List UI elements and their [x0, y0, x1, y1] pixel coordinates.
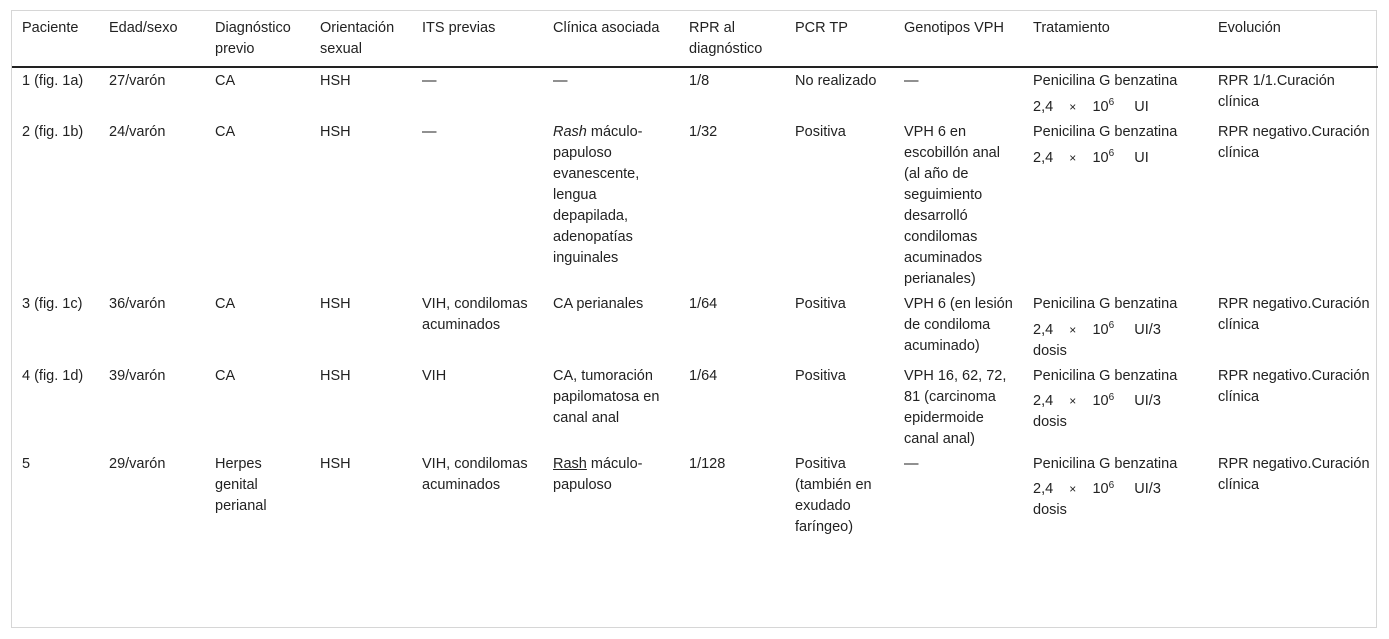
header-vph: Genotipos VPH	[894, 11, 1023, 67]
dose-amount: 2,4	[1033, 481, 1054, 498]
dose-tail: dosis	[1033, 414, 1067, 431]
cell-rpr: 1/128	[689, 455, 726, 472]
cell-tratamiento	[1023, 291, 1208, 363]
cell-vph: —	[904, 73, 919, 89]
cell-evolucion: RPR negativo.Curación clínica	[1218, 455, 1370, 493]
treatment-dose	[1033, 92, 1202, 118]
treatment-drug: Penicilina G benzatina	[1033, 73, 1178, 89]
header-evolucion: Evolución	[1208, 11, 1378, 67]
cell-its: VIH, condilomas acuminados	[422, 295, 528, 333]
dose-exponent: 6	[1108, 391, 1115, 403]
header-edad-sexo: Edad/sexo	[99, 11, 205, 67]
table-body	[12, 67, 1378, 538]
cell-clinica	[543, 119, 679, 291]
cell-edad: 27/varón	[109, 73, 166, 89]
table-row	[12, 363, 1378, 451]
dose-amount: 2,4	[1033, 149, 1054, 166]
dose-times: ×	[1069, 99, 1077, 114]
cell-rpr: 1/64	[689, 367, 718, 384]
dose-unit: UI	[1134, 149, 1149, 166]
cell-diagnostico: CA	[215, 123, 236, 140]
cell-pcr: Positiva	[795, 295, 846, 312]
header-row	[12, 11, 1378, 67]
header-paciente: Paciente	[12, 11, 99, 67]
cell-rpr: 1/64	[689, 295, 718, 312]
cell-clinica: CA, tumoración papilomatosa en canal anal	[553, 367, 660, 426]
header-diagnostico: Diagnóstico previo	[205, 11, 310, 67]
cell-its: —	[422, 73, 437, 89]
table-row	[12, 67, 1378, 119]
cell-pcr: Positiva	[795, 123, 846, 140]
dose-exponent: 6	[1108, 97, 1115, 108]
dose-base: 10	[1092, 481, 1109, 498]
clinica-text: máculo-papuloso evanescente, lengua depapilada, adenopatías inguinales	[553, 123, 643, 266]
cell-evolucion: RPR negativo.Curación clínica	[1218, 123, 1370, 161]
cell-paciente: 1 (fig. 1a)	[22, 73, 84, 89]
cell-pcr: Positiva (también en exudado faríngeo)	[795, 455, 872, 535]
cell-tratamiento	[1023, 363, 1208, 451]
cell-its: VIH, condilomas acuminados	[422, 455, 528, 493]
cell-tratamiento	[1023, 119, 1208, 291]
cell-edad: 29/varón	[109, 455, 166, 472]
header-clinica: Clínica asociada	[543, 11, 679, 67]
clinica-emphasis: Rash	[553, 123, 587, 140]
treatment-drug: Penicilina G benzatina	[1033, 295, 1178, 312]
cell-vph: —	[904, 455, 919, 472]
dose-unit: UI/3	[1134, 321, 1161, 338]
header-orientacion: Orientación sexual	[310, 11, 412, 67]
clinica-text: máculo-papuloso	[553, 455, 643, 493]
cell-evolucion: RPR negativo.Curación clínica	[1218, 295, 1370, 333]
treatment-dose	[1033, 387, 1202, 434]
dose-exponent: 6	[1108, 147, 1115, 159]
cell-orientacion: HSH	[320, 367, 351, 384]
table-row	[12, 119, 1378, 291]
dose-times: ×	[1069, 322, 1077, 337]
dose-base: 10	[1092, 321, 1109, 338]
cell-diagnostico: CA	[215, 73, 236, 89]
treatment-drug: Penicilina G benzatina	[1033, 455, 1178, 472]
cell-clinica: CA perianales	[553, 295, 644, 312]
cell-evolucion: RPR negativo.Curación clínica	[1218, 367, 1370, 405]
dose-amount: 2,4	[1033, 393, 1054, 410]
treatment-dose	[1033, 475, 1202, 522]
cell-diagnostico: Herpes genital perianal	[215, 455, 267, 514]
treatment-dose	[1033, 143, 1202, 169]
dose-unit: UI	[1134, 98, 1149, 115]
treatment-drug: Penicilina G benzatina	[1033, 123, 1178, 140]
table-row	[12, 451, 1378, 538]
cell-its: —	[422, 123, 437, 140]
cell-edad: 24/varón	[109, 123, 166, 140]
cell-edad: 39/varón	[109, 367, 166, 384]
dose-amount: 2,4	[1033, 321, 1054, 338]
header-tratamiento: Tratamiento	[1023, 11, 1208, 67]
dose-exponent: 6	[1108, 319, 1115, 331]
cell-paciente: 5	[22, 455, 31, 472]
cell-vph: VPH 6 (en lesión de condiloma acuminado)	[904, 295, 1013, 354]
table-header	[12, 11, 1378, 67]
dose-tail: dosis	[1033, 502, 1067, 519]
cell-paciente: 2 (fig. 1b)	[22, 123, 84, 140]
dose-times: ×	[1069, 150, 1077, 165]
cell-diagnostico: CA	[215, 367, 236, 384]
cell-evolucion: RPR 1/1.Curación clínica	[1218, 73, 1335, 110]
dose-base: 10	[1092, 149, 1109, 166]
cell-orientacion: HSH	[320, 455, 351, 472]
dose-unit: UI/3	[1134, 393, 1161, 410]
cell-pcr: Positiva	[795, 367, 846, 384]
dose-tail: dosis	[1033, 342, 1067, 359]
cell-orientacion: HSH	[320, 73, 351, 89]
cell-tratamiento	[1023, 67, 1208, 119]
dose-unit: UI/3	[1134, 481, 1161, 498]
treatment-dose	[1033, 315, 1202, 362]
dose-base: 10	[1092, 393, 1109, 410]
cell-paciente: 4 (fig. 1d)	[22, 367, 84, 384]
cell-diagnostico: CA	[215, 295, 236, 312]
header-its: ITS previas	[412, 11, 543, 67]
cell-its: VIH	[422, 367, 447, 384]
clinica-link[interactable]: Rash	[553, 455, 587, 472]
dose-amount: 2,4	[1033, 98, 1054, 115]
table-row	[12, 291, 1378, 363]
cell-orientacion: HSH	[320, 123, 351, 140]
cell-rpr: 1/32	[689, 123, 718, 140]
dose-times: ×	[1069, 394, 1077, 409]
cell-clinica	[543, 451, 679, 538]
cell-edad: 36/varón	[109, 295, 166, 312]
cell-pcr: No realizado	[795, 73, 877, 89]
cell-orientacion: HSH	[320, 295, 351, 312]
header-rpr: RPR al diagnóstico	[679, 11, 785, 67]
cell-paciente: 3 (fig. 1c)	[22, 295, 83, 312]
treatment-drug: Penicilina G benzatina	[1033, 367, 1178, 384]
header-pcr: PCR TP	[785, 11, 894, 67]
table-container	[11, 10, 1377, 628]
dose-times: ×	[1069, 482, 1077, 497]
patients-table	[12, 11, 1378, 538]
dose-base: 10	[1092, 98, 1109, 115]
cell-vph: VPH 6 en escobillón anal (al año de seguimiento desarrolló condilomas acuminados perianales)	[904, 123, 1000, 287]
dose-exponent: 6	[1108, 479, 1115, 491]
cell-vph: VPH 16, 62, 72, 81 (carcinoma epidermoide canal anal)	[904, 367, 1007, 447]
cell-clinica: —	[553, 73, 568, 89]
cell-tratamiento	[1023, 451, 1208, 538]
cell-rpr: 1/8	[689, 73, 710, 89]
